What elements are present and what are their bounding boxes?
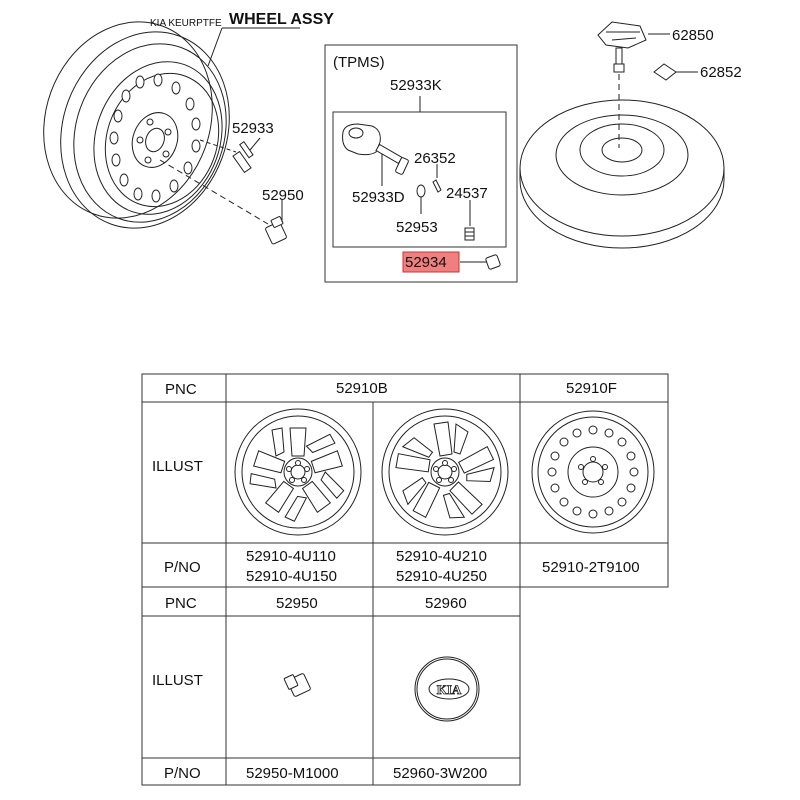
label-valve: 52933 — [232, 120, 274, 137]
tpms-group-label: (TPMS) — [333, 54, 385, 71]
center-cap-illustration — [415, 657, 479, 721]
label-tpms-kit: 52933K — [390, 77, 442, 94]
label-grommet: 26352 — [414, 150, 456, 167]
valve-stem-drawing — [233, 142, 253, 173]
cap-logo-text: KIA — [436, 682, 462, 697]
label-jack: 62850 — [672, 27, 714, 44]
label-valve-core: 52953 — [396, 219, 438, 236]
nut-pnc: 52950 — [276, 595, 318, 612]
row2-illust-header: ILLUST — [152, 672, 203, 689]
header-title: WHEEL ASSY — [229, 11, 334, 28]
nut-pno: 52950-M1000 — [246, 765, 339, 782]
row-pno-header: P/NO — [164, 559, 201, 576]
alloy2-pno-a: 52910-4U210 — [396, 548, 487, 565]
sticker-drawing — [654, 64, 676, 80]
screw-drawing — [465, 228, 474, 240]
spare-tire-drawing — [520, 100, 724, 248]
header-small-label: KIA KEURPTFE — [150, 18, 222, 29]
row2-pnc-header: PNC — [165, 595, 197, 612]
cap-pno: 52960-3W200 — [393, 765, 488, 782]
lug-nut-drawing — [265, 216, 287, 244]
steel-pno: 52910-2T9100 — [542, 559, 640, 576]
label-nut: 52950 — [262, 187, 304, 204]
steel-wheel-drawing — [17, 0, 257, 252]
lug-nut-illustration — [284, 673, 311, 697]
label-sensor: 52933D — [352, 189, 405, 206]
grommet-drawing — [433, 180, 441, 192]
alloy2-pno-b: 52910-4U250 — [396, 568, 487, 585]
row-pnc-header: PNC — [165, 381, 197, 398]
steel-wheel-illustration — [532, 411, 654, 533]
alloy-wheel-1-illustration — [235, 409, 361, 535]
tire-hanger-drawing — [598, 22, 646, 72]
cap-pnc: 52960 — [425, 595, 467, 612]
alloy1-pno-b: 52910-4U150 — [246, 568, 337, 585]
col1-pnc: 52910B — [336, 380, 388, 397]
label-cap: 52934 — [405, 254, 447, 271]
label-sticker: 62852 — [700, 64, 742, 81]
col2-pnc: 52910F — [566, 380, 617, 397]
row2-pno-header: P/NO — [164, 765, 201, 782]
tpms-sensor-drawing — [343, 124, 409, 175]
alloy1-pno-a: 52910-4U110 — [246, 548, 336, 565]
alloy-wheel-2-illustration — [382, 409, 508, 535]
label-screw: 24537 — [446, 185, 488, 202]
row-illust-header: ILLUST — [152, 458, 203, 475]
valve-core-drawing — [417, 185, 425, 197]
valve-cap-drawing — [485, 254, 500, 269]
